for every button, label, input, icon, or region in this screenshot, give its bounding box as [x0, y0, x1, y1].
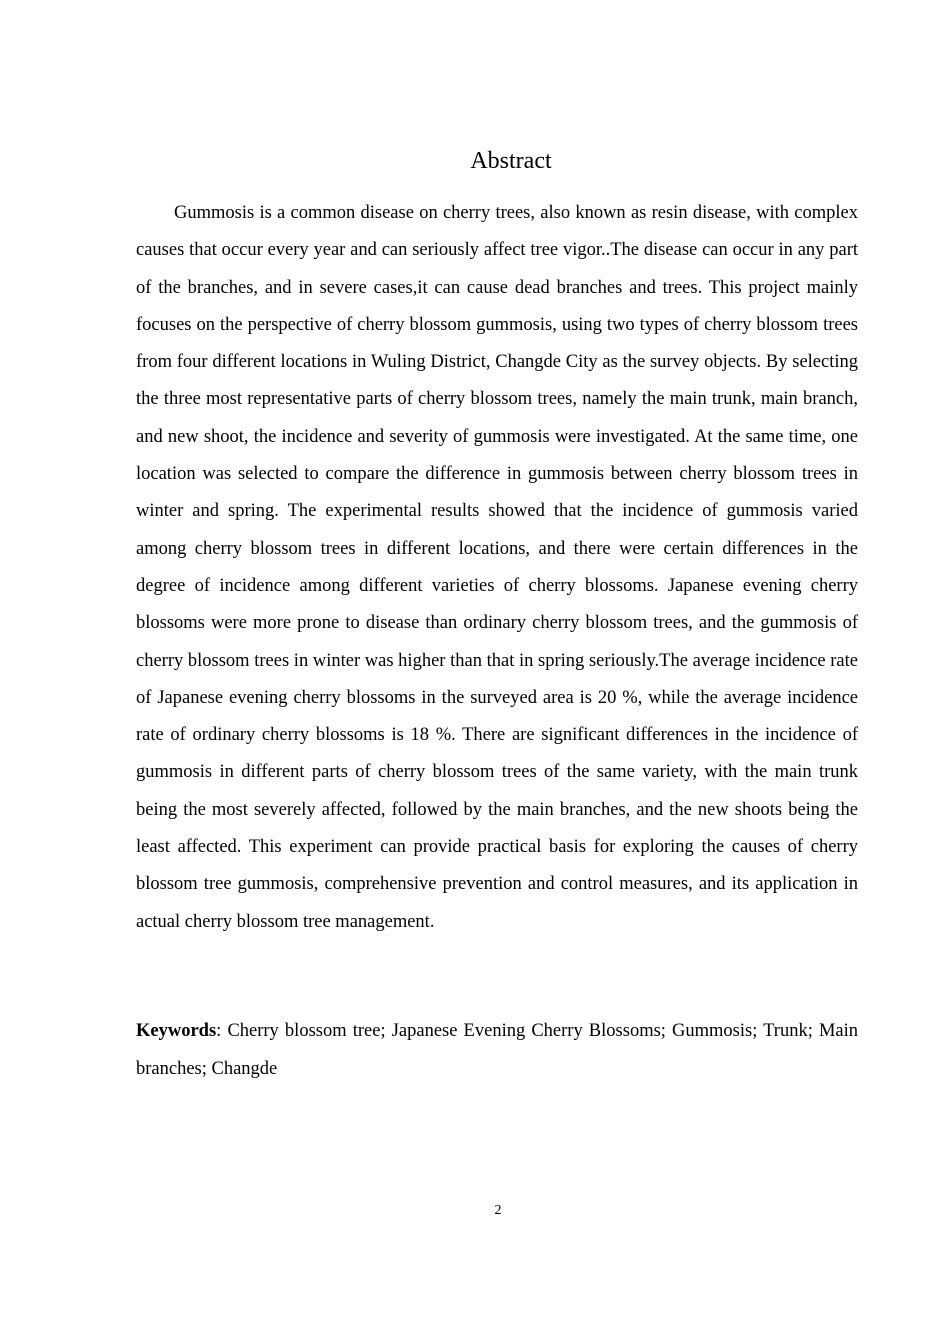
- page-title: Abstract: [470, 148, 552, 174]
- keywords-list: Cherry blossom tree; Japanese Evening Cherry Blossoms; Gummosis; Trunk; Main branches; Changde: [136, 1021, 859, 1079]
- keywords-separator: :: [216, 1021, 228, 1041]
- keywords-label: Keywords: [136, 1021, 217, 1041]
- keywords-paragraph: [136, 1013, 858, 1088]
- page-number: 2: [494, 1203, 502, 1218]
- abstract-paragraph: Gummosis is a common disease on cherry trees, also known as resin disease, with complex causes that occur every year and can seriously affect tree vigor..The disease can occur in any part of the branches, and in severe cases,it can cause dead branches and trees. This project mainly focuses on the perspective of cherry blossom gummosis, using two types of cherry blossom trees from four different locations in Wuling District, Changde City as the survey objects. By selecting the three most representative parts of cherry blossom trees, namely the main trunk, main branch, and new shoot, the incidence and severity of gummosis were investigated. At the same time, one location was selected to compare the difference in gummosis between cherry blossom trees in winter and spring. The experimental results showed that the incidence of gummosis varied among cherry blossom trees in different locations, and there were certain differences in the degree of incidence among different varieties of cherry blossoms. Japanese evening cherry blossoms were more prone to disease than ordinary cherry blossom trees, and the gummosis of cherry blossom trees in winter was higher than that in spring seriously.The average incidence rate of Japanese evening cherry blossoms in the surveyed area is 20 %, while the average incidence rate of ordinary cherry blossoms is 18 %. There are significant differences in the incidence of gummosis in different parts of cherry blossom trees of the same variety, with the main trunk being the most severely affected, followed by the main branches, and the new shoots being the least affected. This experiment can provide practical basis for exploring the causes of cherry blossom tree gummosis, comprehensive prevention and control measures, and its application in actual cherry blossom tree management.: [136, 203, 858, 932]
